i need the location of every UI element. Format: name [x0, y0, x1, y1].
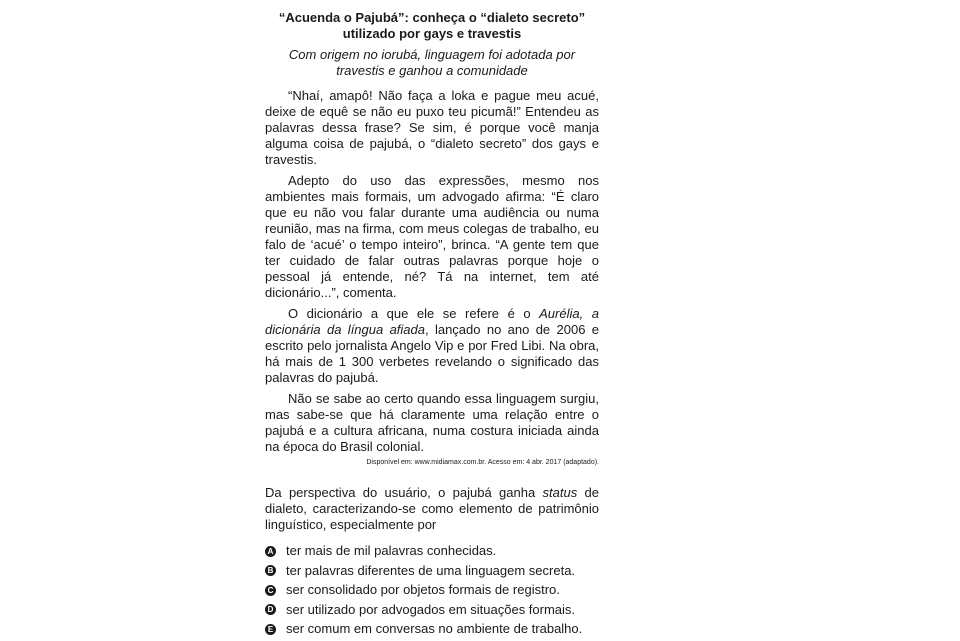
article-title-line1: “Acuenda o Pajubá”: conheça o “dialeto secreto” [278, 10, 586, 25]
option-d-letter-badge: D [265, 604, 276, 615]
article-paragraph-2: Adepto do uso das expressões, mesmo nos ambientes mais formais, um advogado afirma: “É claro que eu não vou falar durante uma audiência ou numa reunião, mas na firma, com meus colegas de trabalho, eu falo de ‘acué’ o tempo inteiro”, brinca. “A gente tem que ter cuidado de falar outras palavras porque hoje o pessoal já entende, né? Tá na internet, tem até dicionário...”, comenta. [265, 173, 599, 300]
article-subtitle-line1: Com origem no iorubá, linguagem foi adotada por [288, 47, 576, 62]
source-citation: Disponível em: www.midiamax.com.br. Acesso em: 4 abr. 2017 (adaptado). [366, 459, 599, 466]
option-d-text: ser utilizado por advogados em situações formais. [286, 601, 576, 617]
article-subtitle-line2: travestis e ganhou a comunidade [336, 63, 528, 78]
exam-question-page [265, 10, 599, 641]
option-c-text: ser consolidado por objetos formais de registro. [286, 582, 560, 597]
question-stem-start: Da perspectiva do usuário, o pajubá ganha [265, 485, 543, 500]
option-c-letter-badge: C [265, 585, 276, 596]
article-subtitle [265, 47, 599, 79]
option-b-letter-badge: B [265, 565, 276, 576]
option-e-text: ser comum em conversas no ambiente de trabalho. [286, 621, 583, 636]
option-c[interactable] [265, 582, 599, 598]
question-stem-end: de dialeto, caracterizando-se como elemento de patrimônio linguístico, especialmente por [265, 485, 599, 532]
question-stem-status: status [542, 485, 578, 500]
option-e-letter-badge: E [265, 624, 276, 635]
article-paragraph-4: Não se sabe ao certo quando essa linguagem surgiu, mas sabe-se que há claramente uma relação entre o pajubá e a cultura africana, numa costura iniciada ainda na época do Brasil colonial. [265, 391, 599, 454]
option-d[interactable] [265, 602, 599, 618]
option-a[interactable] [265, 543, 599, 559]
article-title-line2: utilizado por gays e travestis [342, 26, 522, 41]
article-paragraph-1: “Nhaí, amapô! Não faça a loka e pague meu acué, deixe de equê se não eu puxo teu picumã!” Entendeu as palavras dessa frase? Se sim, é porque você manja alguma coisa de pajubá, o “dialeto secreto” dos gays e travestis. [265, 88, 599, 167]
question-stem [265, 485, 599, 533]
article-paragraph-3 [265, 306, 599, 386]
option-a-letter-badge: A [265, 546, 276, 557]
dictionary-title: Aurélia, a dicionária da língua afiada [265, 306, 599, 337]
article-title [265, 10, 599, 42]
paragraph-3-end: , lançado no ano de 2006 e escrito pelo jornalista Angelo Vip e por Fred Libi. Na obra, há mais de 1 300 verbetes revelando o significado das palavras do pajubá. [265, 322, 599, 385]
option-e[interactable] [265, 621, 599, 637]
option-a-text: ter mais de mil palavras conhecidas. [286, 543, 497, 558]
option-b-text: ter palavras diferentes de uma linguagem secreta. [286, 562, 576, 578]
option-b[interactable] [265, 563, 599, 579]
paragraph-3-start: O dicionário a que ele se refere é o [288, 306, 540, 321]
article [265, 10, 599, 467]
